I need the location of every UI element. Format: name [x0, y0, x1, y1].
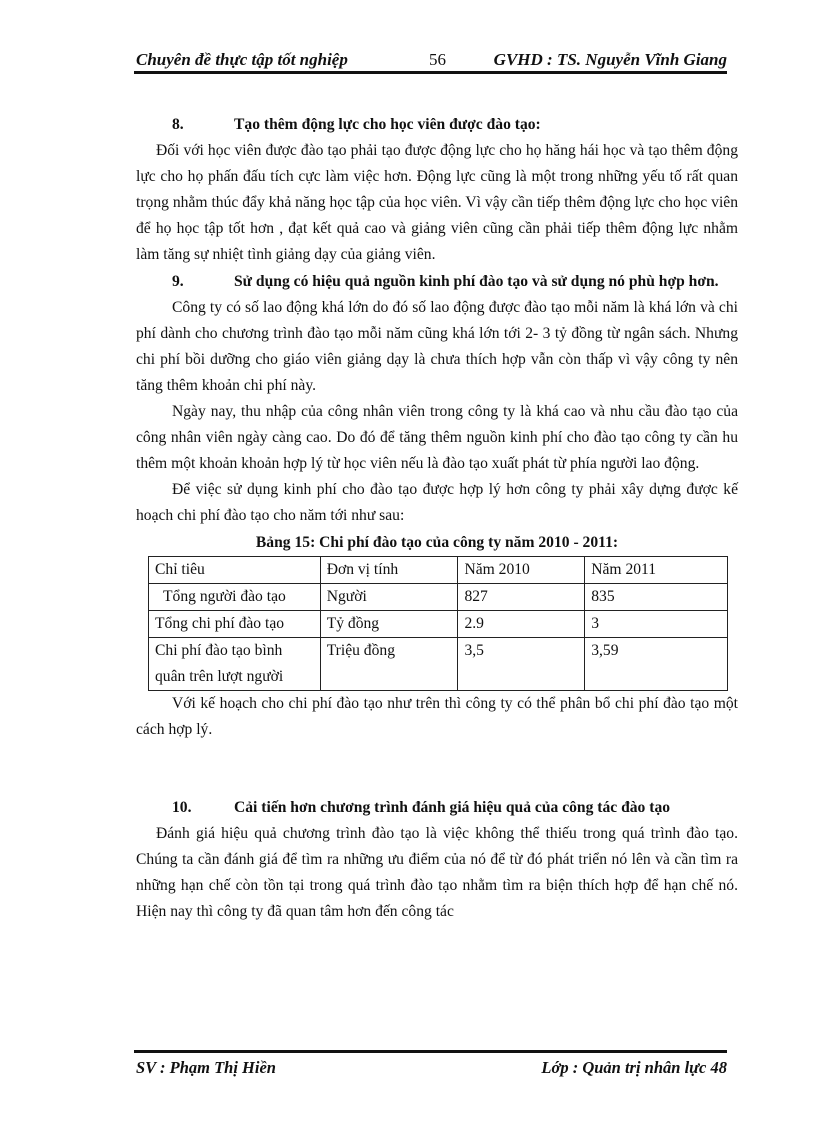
table-cell: Tổng chi phí đào tạo	[149, 610, 321, 637]
table-header-cell: Năm 2010	[458, 556, 585, 583]
section-8-heading	[136, 112, 738, 138]
section-8-number: 8.	[172, 116, 184, 133]
section-9-number: 9.	[172, 272, 184, 290]
table-header-cell: Đơn vị tính	[320, 556, 458, 583]
table-cell: Tổng người đào tạo	[149, 583, 321, 610]
table-cell: 3,59	[585, 637, 728, 690]
section-9-paragraph-3: Để việc sử dụng kinh phí cho đào tạo được hợp lý hơn công ty phải xây dựng được kế hoạch chi phí đào tạo cho năm tới như sau:	[136, 481, 738, 525]
header-page-number: 56	[429, 50, 446, 69]
page-header	[134, 48, 727, 74]
table-cell: Tỷ đồng	[320, 610, 458, 637]
section-9-paragraph-1: Công ty có số lao động khá lớn do đó số lao động được đào tạo mỗi năm là khá lớn và chi phí dành cho chương trình đào tạo mỗi năm cũng khá lớn tới 2- 3 tỷ đồng từ ngân sách. Nhưng chi phí bồi dưỡng cho giáo viên giảng dạy là chưa thích hợp vẫn còn thấp vì vậy công ty nên tăng thêm khoản chi phí này.	[136, 298, 738, 394]
table-caption: Bảng 15: Chi phí đào tạo của công ty năm 2010 - 2011:	[255, 533, 619, 551]
table-cell: Chi phí đào tạo bình quân trên lượt người	[149, 637, 321, 690]
page-footer	[134, 1050, 727, 1080]
table-cell: 2.9	[458, 610, 585, 637]
section-9-title: Sử dụng có hiệu quả nguồn kinh phí đào tạo và sử dụng nó phù hợp hơn.	[234, 272, 719, 290]
table-row	[149, 583, 728, 610]
training-cost-table	[148, 556, 728, 691]
table-cell: 835	[585, 583, 728, 610]
table-cell: Triệu đồng	[320, 637, 458, 690]
after-table-paragraph: Với kế hoạch cho chi phí đào tạo như trên thì công ty có thể phân bổ chi phí đào tạo một cách hợp lý.	[136, 694, 738, 738]
table-cell: 827	[458, 583, 585, 610]
page-body	[136, 112, 738, 925]
section-10-title: Cải tiến hơn chương trình đánh giá hiệu quả của công tác đào tạo	[234, 798, 671, 816]
header-supervisor: GVHD : TS. Nguyễn Vĩnh Giang	[493, 50, 727, 69]
table-cell: Người	[320, 583, 458, 610]
section-10-number: 10.	[172, 798, 192, 816]
table-header-row	[149, 556, 728, 583]
section-9-paragraph-2: Ngày nay, thu nhập của công nhân viên trong công ty là khá cao và nhu cầu đào tạo của công nhân viên ngày càng cao. Do đó để tăng thêm nguồn kinh phí cho đào tạo công ty cần hu thêm một khoản khoản hợp lý từ học viên nếu là đào tạo xuất phát từ phía người lao động.	[136, 403, 738, 473]
footer-class: Lớp : Quản trị nhân lực 48	[541, 1058, 727, 1077]
section-8-paragraph: Đối với học viên được đào tạo phải tạo được động lực cho họ hăng hái học và tạo thêm động lực cho họ phấn đấu tích cực làm việc hơn. Động lực cũng là một trong những yếu tố rất quan trọng nhằm thúc đẩy khả năng học tập của học viên. Vì vậy cần tiếp thêm động lực cho học viên để họ học tập tốt hơn , đạt kết quả cao và giảng viên cũng cần phải tiếp thêm động lực nhằm làm tăng sự nhiệt tình giảng dạy của giảng viên.	[136, 142, 738, 264]
section-9-heading	[136, 269, 738, 295]
section-10-paragraph: Đánh giá hiệu quả chương trình đào tạo là việc không thể thiếu trong quá trình đào tạo. Chúng ta cần đánh giá để tìm ra những ưu điểm của nó để từ đó phát triển nó lên và cần tìm ra những hạn chế còn tồn tại trong quá trình đào tạo nhằm tìm ra biện thích hợp để hạn chế nó. Hiện nay thì công ty đã quan tâm hơn đến công tác	[136, 824, 738, 921]
header-report-title: Chuyên đề thực tập tốt nghiệp	[136, 50, 348, 69]
section-10-heading	[136, 795, 738, 821]
table-header-cell: Năm 2011	[585, 556, 728, 583]
section-8-title: Tạo thêm động lực cho học viên được đào tạo:	[234, 116, 541, 133]
footer-student: SV : Phạm Thị Hiền	[136, 1058, 276, 1077]
table-header-cell: Chỉ tiêu	[149, 556, 321, 583]
section-gap	[136, 743, 738, 795]
table-cell: 3,5	[458, 637, 585, 690]
table-cell: 3	[585, 610, 728, 637]
table-row	[149, 637, 728, 690]
table-row	[149, 610, 728, 637]
